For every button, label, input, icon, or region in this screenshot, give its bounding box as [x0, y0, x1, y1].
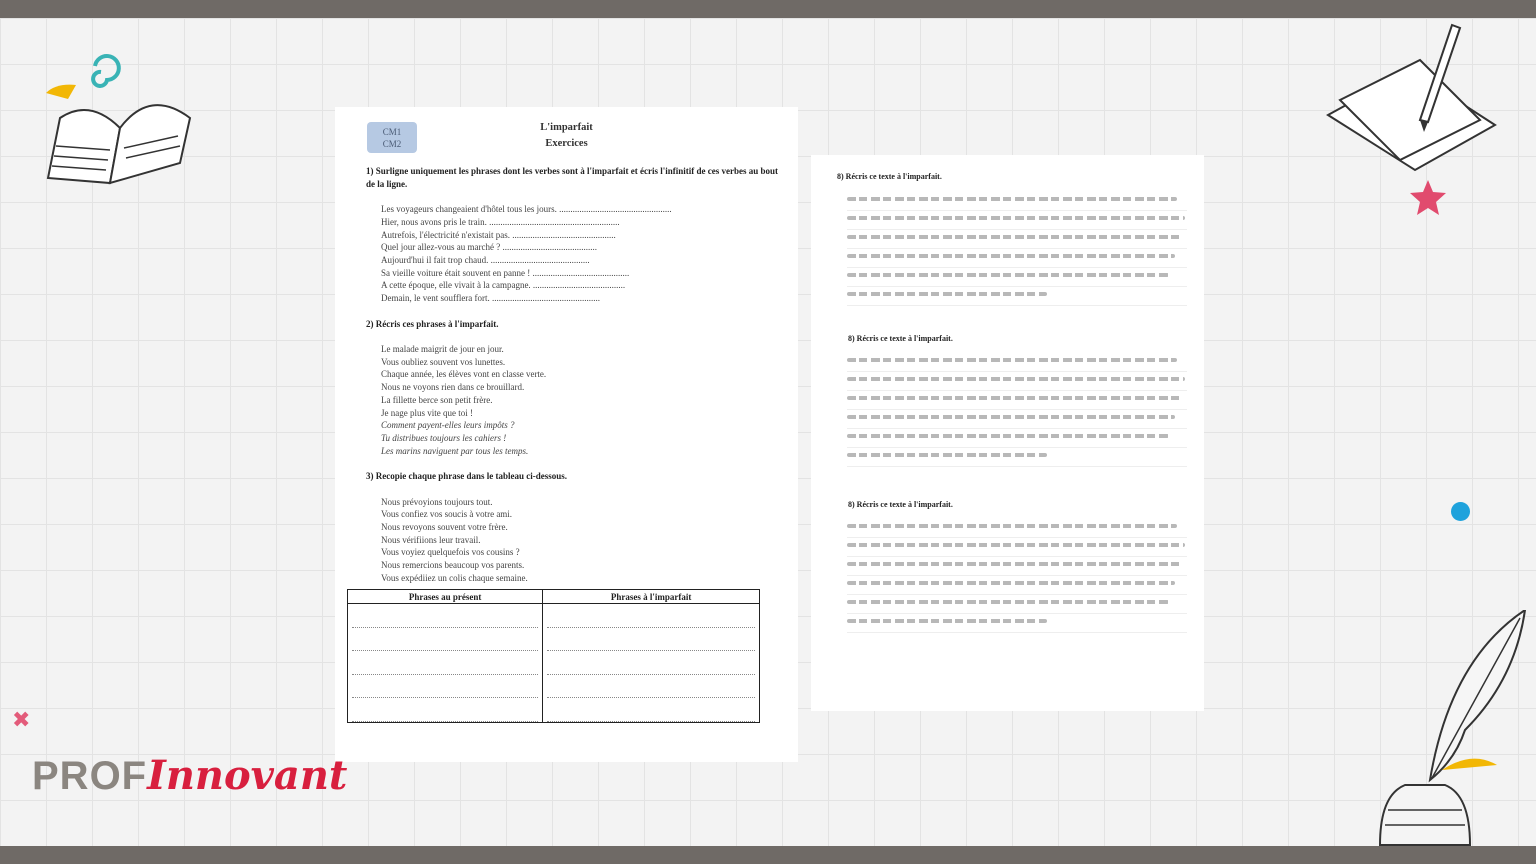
level-badge: CM1 CM2: [367, 122, 417, 153]
paper-pencil-icon: [1320, 20, 1500, 180]
answer-column-imparfait: [543, 604, 760, 723]
cursive-text-block: [847, 353, 1187, 467]
cursive-exercise-heading: 8) Récris ce texte à l'imparfait.: [837, 172, 942, 181]
exercise-2-line: Comment payent-elles leurs impôts ?: [381, 420, 515, 430]
exercise-2-line: Les marins naviguent par tous les temps.: [381, 446, 529, 456]
exercise-3-line: Vous expédiiez un colis chaque semaine.: [381, 573, 528, 583]
cursive-text-block: [847, 192, 1187, 306]
exercise-1-line: Les voyageurs changeaient d'hôtel tous les jours. ..................................................: [381, 204, 672, 214]
exercise-2-line: Chaque année, les élèves vont en classe verte.: [381, 369, 547, 379]
answer-table: [347, 589, 760, 723]
cursive-text-block: [847, 519, 1187, 633]
open-book-icon: [40, 48, 200, 188]
exercise-3-line: Nous vérifiions leur travail.: [381, 535, 481, 545]
exercise-2-line: Vous oubliez souvent vos lunettes.: [381, 357, 506, 367]
exercise-3-line: Nous remercions beaucoup vos parents.: [381, 560, 525, 570]
exercise-2-line: Je nage plus vite que toi !: [381, 408, 473, 418]
exercise-2-line: Nous ne voyons rien dans ce brouillard.: [381, 382, 525, 392]
exercise-1-title: 1) Surligne uniquement les phrases dont les verbes sont à l'imparfait et écris l'infinitif de ces verbes au bout de la ligne.: [366, 166, 778, 189]
cursive-exercise-heading: 8) Récris ce texte à l'imparfait.: [848, 500, 953, 509]
sheet-title: L'imparfait: [540, 122, 593, 133]
exercise-2-line: Tu distribues toujours les cahiers !: [381, 433, 507, 443]
exercise-1-line: Sa vieille voiture était souvent en panne ! ...........................................: [381, 268, 630, 278]
blue-dot-icon: [1451, 502, 1470, 521]
logo-innovant-text: Innovant: [147, 752, 348, 799]
exercise-3-title: 3) Recopie chaque phrase dans le tableau ci-dessous.: [366, 471, 568, 481]
quill-inkwell-icon: [1370, 610, 1530, 850]
exercise-2-title: 2) Récris ces phrases à l'imparfait.: [366, 319, 499, 329]
exercise-1-line: Hier, nous avons pris le train. ..........................................................: [381, 217, 620, 227]
profinnovant-logo: [32, 752, 347, 799]
exercise-1-line: Autrefois, l'électricité n'existait pas. ..............................................: [381, 230, 616, 240]
exercise-3-line: Vous voyiez quelquefois vos cousins ?: [381, 547, 520, 557]
cursive-exercise-page: [811, 155, 1204, 711]
exercise-3-line: Vous confiez vos soucis à votre ami.: [381, 509, 513, 519]
sheet-subtitle: Exercices: [545, 138, 588, 149]
exercise-3-line: Nous prévoyions toujours tout.: [381, 497, 493, 507]
pink-star-icon: [1408, 178, 1448, 218]
cursive-exercise-heading: 8) Récris ce texte à l'imparfait.: [848, 334, 953, 343]
answer-column-present: [348, 604, 543, 723]
exercise-3-line: Nous revoyons souvent votre frère.: [381, 522, 508, 532]
table-header-present: Phrases au présent: [348, 590, 543, 604]
exercise-2-line: Le malade maigrit de jour en jour.: [381, 344, 504, 354]
table-header-imparfait: Phrases à l'imparfait: [543, 590, 760, 604]
exercise-1-line: Quel jour allez-vous au marché ? ..........................................: [381, 242, 597, 252]
exercise-1-line: A cette époque, elle vivait à la campagne. .........................................: [381, 280, 626, 290]
exercise-2-line: La fillette berce son petit frère.: [381, 395, 493, 405]
exercise-sheet-page: [335, 107, 798, 762]
logo-prof-text: PROF: [32, 754, 148, 798]
pink-cross-icon: ✖: [12, 708, 31, 733]
exercise-1-line: Aujourd'hui il fait trop chaud. ............................................: [381, 255, 590, 265]
exercise-1-line: Demain, le vent soufflera fort. ................................................: [381, 293, 601, 303]
